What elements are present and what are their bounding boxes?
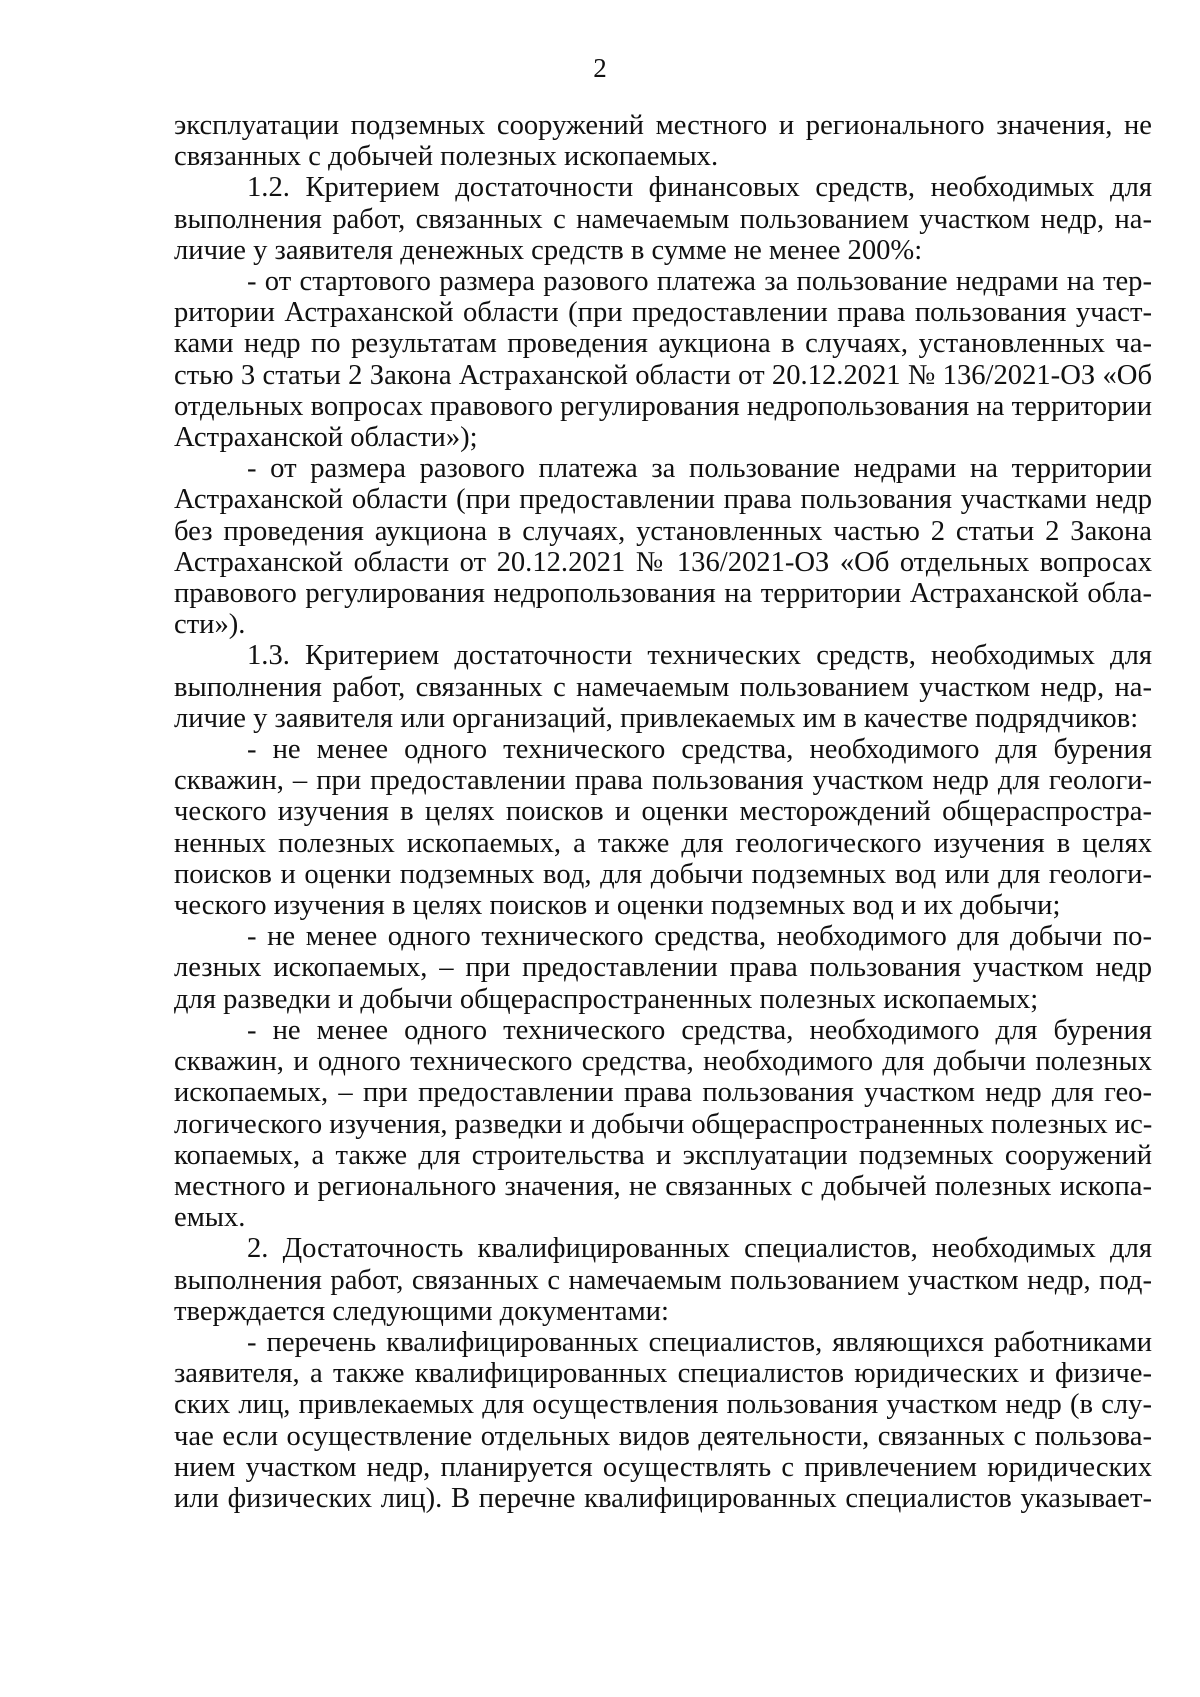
text-line: ских лиц, привлекаемых для осуществления пользования участком недр (в слу- (174, 1389, 1152, 1421)
text-line: сти»). (174, 609, 246, 641)
text-line: связанных с добычей полезных ископаемых. (174, 141, 719, 173)
text-line: Астраханской области»); (174, 422, 478, 454)
text-line: - не менее одного технического средства, необходимого для бурения (247, 734, 1152, 766)
text-line: нием участком недр, планируется осуществлять с привлечением юридических (174, 1451, 1152, 1483)
text-line: скважин, – при предоставлении права пользования участком недр для геологи- (174, 765, 1152, 797)
text-line: 2. Достаточность квалифицированных специалистов, необходимых для (247, 1233, 1152, 1265)
text-line: Астраханской области (при предоставлении права пользования участками недр (174, 484, 1152, 516)
text-line: лезных ископаемых, – при предоставлении права пользования участком недр (174, 952, 1152, 984)
text-line: или физических лиц). В перечне квалифицированных специалистов указывает- (174, 1482, 1152, 1514)
text-line: личие у заявителя денежных средств в сумме не менее 200%: (174, 234, 923, 266)
page-number: 2 (593, 53, 607, 83)
text-line: скважин, и одного технического средства, необходимого для добычи полезных (174, 1046, 1152, 1078)
text-line: - перечень квалифицированных специалистов, являющихся работниками (247, 1326, 1152, 1358)
document-body (174, 110, 1152, 1514)
text-line: ненных полезных ископаемых, а также для геологического изучения в целях (174, 827, 1152, 859)
text-line: - не менее одного технического средства, необходимого для бурения (247, 1014, 1152, 1046)
text-line: личие у заявителя или организаций, привлекаемых им в качестве подрядчиков: (174, 702, 1139, 734)
text-line: для разведки и добычи общераспространенных полезных ископаемых; (174, 983, 1039, 1015)
text-line: выполнения работ, связанных с намечаемым пользованием участком недр, на- (174, 671, 1152, 703)
text-line: отдельных вопросах правового регулирования недропользования на территории (174, 390, 1152, 422)
text-line: 1.3. Критерием достаточности технических средств, необходимых для (247, 640, 1152, 672)
text-line: без проведения аукциона в случаях, установленных частью 2 статьи 2 Закона (174, 515, 1152, 547)
text-line: эксплуатации подземных сооружений местного и регионального значения, не (174, 110, 1152, 141)
text-line: емых. (174, 1202, 246, 1234)
text-line: стью 3 статьи 2 Закона Астраханской области от 20.12.2021 № 136/2021-ОЗ «Об (174, 359, 1152, 391)
text-line: - не менее одного технического средства, необходимого для добычи по- (247, 921, 1152, 953)
text-line: ископаемых, – при предоставлении права пользования участком недр для гео- (174, 1077, 1152, 1109)
text-line: 1.2. Критерием достаточности финансовых средств, необходимых для (247, 172, 1152, 204)
text-line: логического изучения, разведки и добычи общераспространенных полезных ис- (174, 1108, 1153, 1140)
text-line: ческого изучения в целях поисков и оценки подземных вод и их добычи; (174, 890, 1061, 922)
text-line: выполнения работ, связанных с намечаемым пользованием участком недр, на- (174, 203, 1152, 235)
text-line: местного и регионального значения, не связанных с добычей полезных ископа- (174, 1170, 1152, 1202)
text-line: чае если осуществление отдельных видов деятельности, связанных с пользова- (174, 1420, 1152, 1452)
text-line: выполнения работ, связанных с намечаемым пользованием участком недр, под- (174, 1264, 1152, 1296)
text-line: заявителя, а также квалифицированных специалистов юридических и физиче- (174, 1358, 1152, 1390)
text-line: тверждается следующими документами: (174, 1295, 669, 1327)
text-line: поисков и оценки подземных вод, для добычи подземных вод или для геологи- (174, 858, 1152, 890)
text-line: - от стартового размера разового платежа за пользование недрами на тер- (247, 266, 1152, 298)
text-line: копаемых, а также для строительства и эксплуатации подземных сооружений (174, 1139, 1152, 1171)
text-line: правового регулирования недропользования на территории Астраханской обла- (174, 578, 1152, 610)
text-line: Астраханской области от 20.12.2021 № 136/2021-ОЗ «Об отдельных вопросах (174, 546, 1152, 578)
text-line: - от размера разового платежа за пользование недрами на территории (247, 453, 1152, 485)
text-line: ками недр по результатам проведения аукциона в случаях, установленных ча- (174, 328, 1152, 360)
text-line: ритории Астраханской области (при предоставлении права пользования участ- (174, 297, 1152, 329)
text-line: ческого изучения в целях поисков и оценки месторождений общераспростра- (174, 796, 1152, 828)
